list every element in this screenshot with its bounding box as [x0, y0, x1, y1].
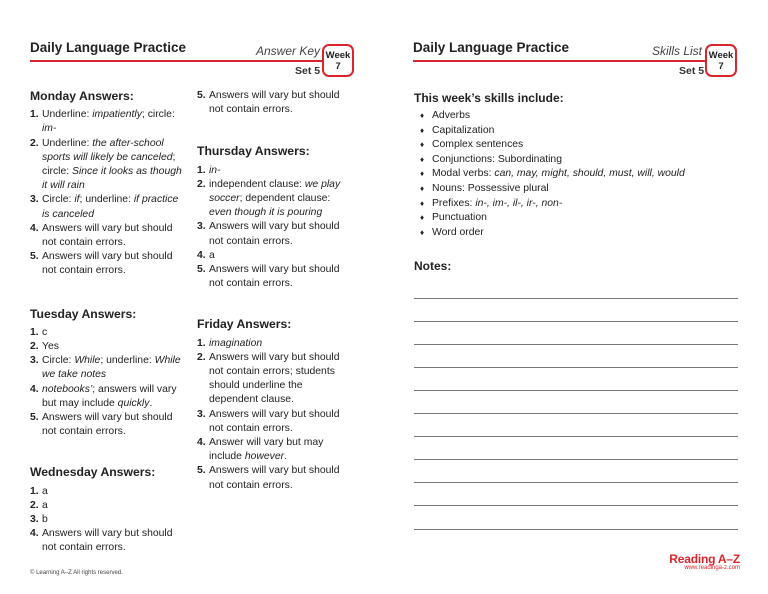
list-item: 5. Answers will vary but should not contain errors.	[30, 412, 173, 438]
list-item: 3. Answers will vary but should not contain errors.	[197, 408, 340, 434]
header-rule	[30, 60, 322, 62]
page-title: Daily Language Practice	[30, 40, 187, 55]
brand-name: Reading A–Z	[669, 552, 740, 566]
list-item: 1. imagination	[197, 337, 263, 349]
bullet-icon: ♦	[420, 154, 425, 164]
set-label: Set 5	[295, 65, 321, 77]
section-heading: Monday Answers:	[30, 89, 134, 103]
list-item: ♦ Capitalization	[420, 124, 685, 139]
list-item: 5. Answers will vary but should not contain errors.	[197, 90, 340, 116]
set-label: Set 5	[679, 65, 705, 77]
wednesday-section	[30, 465, 186, 555]
bullet-icon: ♦	[420, 227, 425, 237]
week-number: 7	[335, 61, 341, 72]
list-item: 5. Answers will vary but should not contain errors.	[30, 251, 173, 277]
week-badge	[705, 44, 737, 77]
answers-column-1	[30, 89, 186, 577]
note-line	[414, 298, 738, 299]
list-item: 3. Circle: if; underline: if practice is canceled	[30, 194, 179, 220]
page-title: Daily Language Practice	[413, 40, 570, 55]
list-item: 3. Answers will vary but should not contain errors.	[197, 221, 340, 247]
list-item: 1. in-	[197, 164, 221, 176]
list-item: 4. Answers will vary but should not contain errors.	[30, 528, 173, 554]
note-line	[414, 529, 738, 530]
monday-section	[30, 89, 186, 279]
bullet-icon: ♦	[420, 125, 425, 135]
list-item: 3. b	[30, 514, 48, 526]
list-item: ♦ Word order	[420, 226, 685, 241]
list-item: 2. Yes	[30, 341, 59, 353]
page-subtitle: Answer Key	[256, 44, 321, 58]
note-line	[414, 436, 738, 437]
note-line	[414, 321, 738, 322]
note-line	[414, 390, 738, 391]
section-heading: Tuesday Answers:	[30, 306, 137, 321]
week-label: Week	[325, 50, 351, 61]
note-line	[414, 505, 738, 506]
list-item: ♦ Modal verbs: can, may, might, should, must, will, would	[420, 167, 685, 182]
thursday-section	[197, 144, 353, 291]
bullet-icon: ♦	[420, 140, 425, 150]
bullet-icon: ♦	[420, 198, 425, 208]
note-line	[414, 344, 738, 345]
notes-heading: Notes:	[414, 259, 452, 273]
note-line	[414, 459, 738, 460]
note-line	[414, 413, 738, 414]
list-item: 3. Circle: While; underline: While we take notes	[30, 355, 181, 381]
tuesday-section	[30, 307, 186, 440]
list-item: 2. Underline: the after-school sports will likely be canceled; circle: Since it looks as though it will rain	[30, 137, 182, 192]
list-item: ♦ Punctuation	[420, 211, 685, 226]
list-item: 1. c	[30, 326, 48, 338]
header-rule	[413, 60, 705, 62]
reading-az-logo	[669, 552, 740, 571]
brand-url: www.readinga-z.com	[684, 565, 740, 571]
list-item: 5. Answers will vary but should not contain errors.	[197, 264, 340, 290]
answers-column-2	[197, 89, 353, 514]
bullet-icon: ♦	[420, 183, 425, 193]
list-item: ♦ Nouns: Possessive plural	[420, 182, 685, 197]
page-subtitle: Skills List	[652, 44, 703, 58]
list-item: 4. Answers will vary but should not contain errors.	[30, 222, 173, 249]
list-item: ♦ Prefixes: in-, im-, il-, ir-, non-	[420, 197, 685, 212]
section-heading: Wednesday Answers:	[30, 465, 156, 480]
note-line	[414, 367, 738, 368]
list-item: 1. Underline: impatiently; circle: im-	[30, 109, 175, 135]
list-item: 4. Answer will vary but may include however.	[197, 437, 324, 463]
week-label: Week	[708, 50, 734, 61]
section-heading: Thursday Answers:	[197, 144, 310, 159]
list-item: 4. notebooks’; answers will vary but may include quickly.	[30, 383, 177, 409]
list-item: ♦ Adverbs	[420, 109, 685, 124]
friday-section	[197, 317, 353, 492]
bullet-icon: ♦	[420, 111, 425, 120]
wednesday-continued	[197, 89, 353, 117]
list-item: 2. a	[30, 499, 48, 511]
bullet-icon: ♦	[420, 169, 425, 179]
list-item: 4. a	[197, 249, 215, 261]
list-item: 2. Answers will vary but should not contain errors; students should underline the dependent clause.	[197, 351, 340, 406]
bullet-icon: ♦	[420, 213, 425, 223]
skills-list-page	[384, 0, 768, 594]
week-badge	[322, 44, 354, 77]
skills-list	[420, 109, 685, 240]
copyright-text: © Learning A–Z All rights reserved.	[30, 570, 123, 576]
list-item: 1. a	[30, 485, 48, 497]
section-heading: Friday Answers:	[197, 317, 292, 332]
list-item: 2. independent clause: we play soccer; dependent clause: even though it is pouring	[197, 178, 341, 219]
list-item: ♦ Conjunctions: Subordinating	[420, 153, 685, 168]
list-item: 5. Answers will vary but should not contain errors.	[197, 465, 340, 491]
list-item: ♦ Complex sentences	[420, 138, 685, 153]
week-number: 7	[718, 61, 724, 72]
note-line	[414, 482, 738, 483]
skills-heading: This week’s skills include:	[414, 91, 564, 105]
